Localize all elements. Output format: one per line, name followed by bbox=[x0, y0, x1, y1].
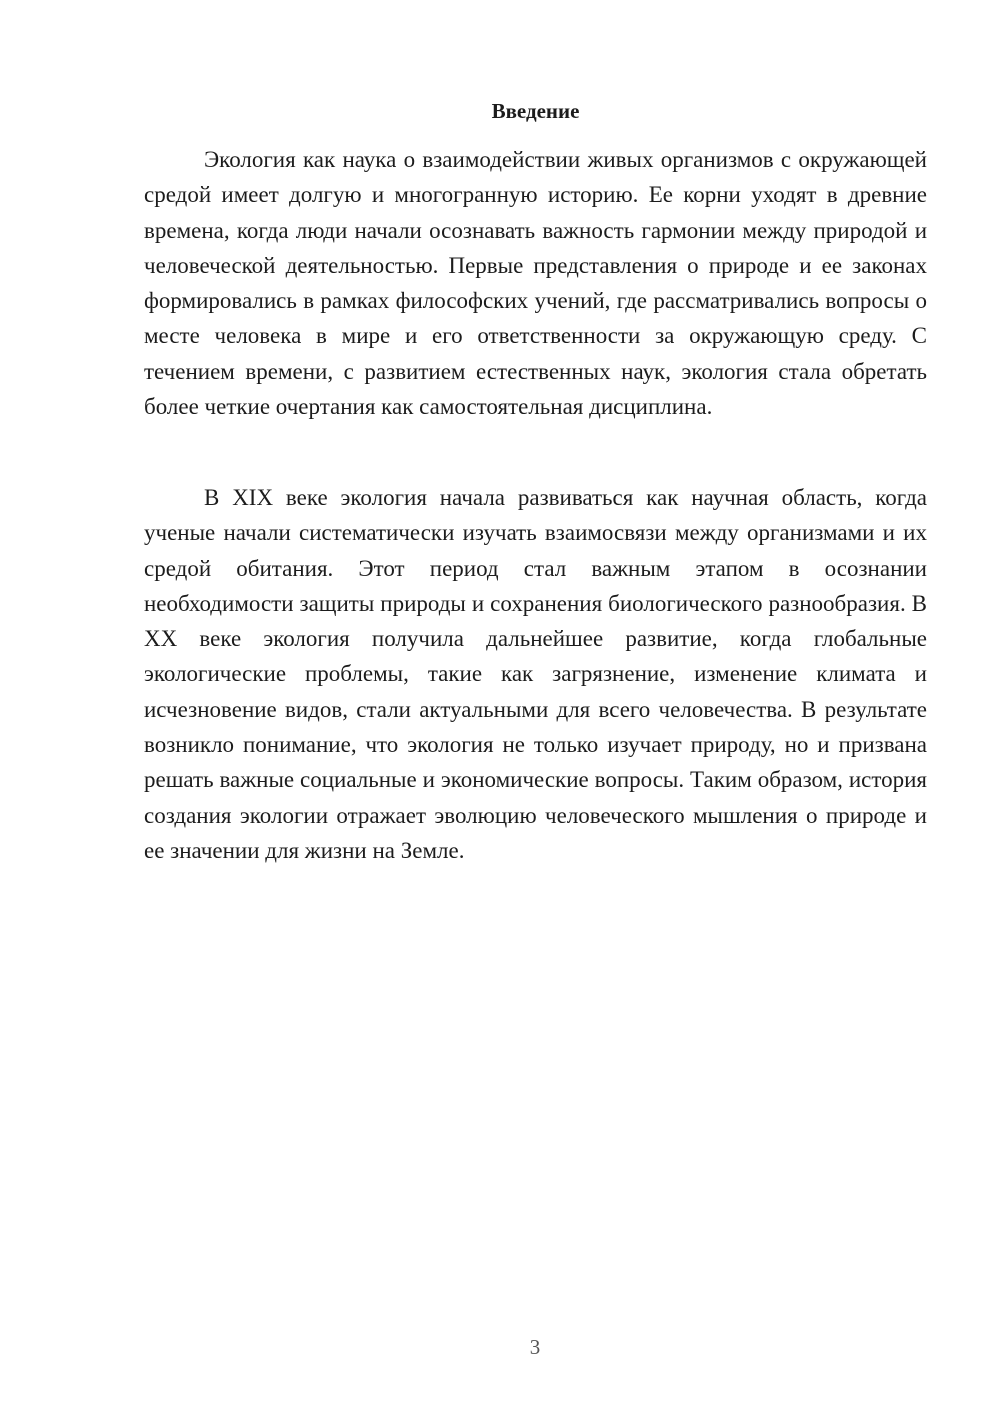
paragraph-2: В XIX веке экология начала развиваться как научная область, когда ученые начали систематически изучать взаимосвязи между организмами и их средой обитания. Этот период стал важным этапом в осознании необходимости защиты природы и сохранения биологического разнообразия. В XX веке экология получила дальнейшее развитие, когда глобальные экологические проблемы, такие как загрязнение, изменение климата и исчезновение видов, стали актуальными для всего человечества. В результате возникло понимание, что экология не только изучает природу, но и призвана решать важные социальные и экономические вопросы. Таким образом, история создания экологии отражает эволюцию человеческого мышления о природе и ее значении для жизни на Земле. bbox=[144, 485, 927, 863]
paragraph-1: Экология как наука о взаимодействии живых организмов с окружающей средой имеет долгую и многогранную историю. Ее корни уходят в древние времена, когда люди начали осознавать важность гармонии между природой и человеческой деятельностью. Первые представления о природе и ее законах формировались в рамках философских учений, где рассматривались вопросы о месте человека в мире и его ответственности за окружающую среду. С течением времени, с развитием естественных наук, экология стала обретать более четкие очертания как самостоятельная дисциплина. bbox=[144, 147, 927, 420]
section-heading: Введение bbox=[491, 99, 580, 123]
page-number: 3 bbox=[529, 1335, 541, 1359]
